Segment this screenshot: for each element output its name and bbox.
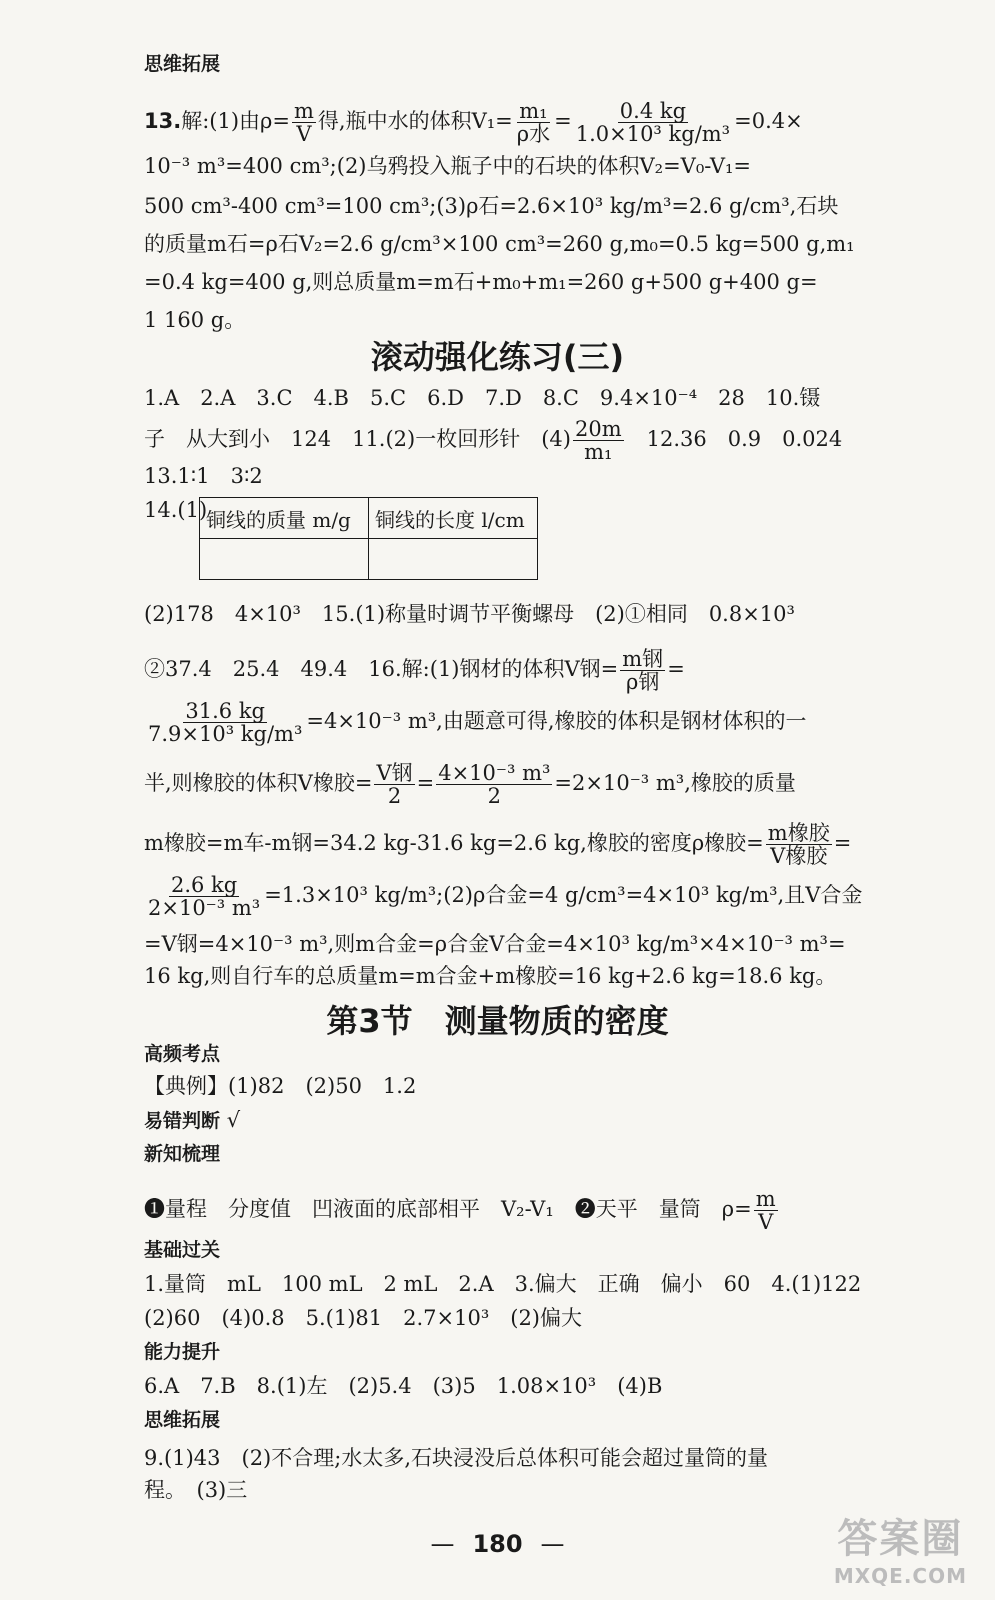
text-span: =1.3×10³ kg/m³;(2)ρ合金=4 g/cm³=4×10³ kg/m³,且V合金 [264,883,863,907]
fraction [754,1188,778,1233]
numerator: m橡胶 [767,821,830,845]
page-number-text: 180 [472,1530,523,1558]
numerator: 20m [574,417,622,441]
check-mark: √ [226,1108,241,1132]
numerator: m [755,1187,776,1211]
section-heading: 基础过关 [144,1239,221,1261]
text-span: ②37.4 25.4 49.4 16.解:(1)钢材的体积V钢= [144,657,619,681]
section-heading: 新知梳理 [144,1143,221,1165]
section-title: 滚动强化练习(三) [370,338,625,376]
section-heading: 高频考点 [144,1043,221,1065]
answer-line [144,648,685,693]
text-span: 得,瓶中水的体积V₁= [317,109,513,133]
section-heading: 思维拓展 [144,53,221,75]
answer-line: 1 160 g。 [144,308,246,332]
answer-line: 【典例】(1)82 (2)50 1.2 [144,1074,417,1098]
answer-line [144,822,851,867]
answer-line: 1.A 2.A 3.C 4.B 5.C 6.D 7.D 8.C 9.4×10⁻⁴ 28 10.镊 [144,386,821,410]
text-span: = [416,771,435,795]
answer-line: =0.4 kg=400 g,则总质量m=m石+m₀+m₁=260 g+500 g+400 g= [144,270,818,294]
table-header-cell: 铜线的长度 l/cm [369,498,538,539]
denominator: ρ水 [516,122,551,146]
watermark-url: MXQE.COM [833,1564,967,1588]
numerator: m [293,99,314,123]
answer-line: 的质量m石=ρ石V₂=2.6 g/cm³×100 cm³=260 g,m₀=0.5 kg=500 g,m₁ [144,232,855,256]
text-span: = [667,657,685,681]
answer-line: 14.(1) [144,498,208,522]
fraction [620,648,665,693]
question-number: 13. [144,109,182,133]
table-header-row [200,498,538,539]
text-span: =2×10⁻³ m³,橡胶的质量 [554,771,796,795]
numerator: V钢 [376,761,413,785]
answer-line: (2)60 (4)0.8 5.(1)81 2.7×10³ (2)偏大 [144,1306,582,1330]
answer-line [144,1188,780,1233]
fraction [766,822,832,867]
answer-line [144,100,803,145]
denominator: m₁ [584,440,613,464]
answer-line [144,700,807,745]
denominator: V [296,122,312,146]
text-span: 半,则橡胶的体积V橡胶= [144,771,373,795]
table-header-cell: 铜线的质量 m/g [200,498,369,539]
text-span: 解:(1)由ρ= [181,109,290,133]
text-span: = [554,109,572,133]
answer-line: 13.1∶1 3∶2 [144,464,263,488]
section-heading: 能力提升 [144,1341,221,1363]
numerator: 4×10⁻³ m³ [438,761,551,785]
fraction [515,100,552,145]
text-span: = [833,831,852,855]
fraction [436,762,552,807]
numerator: m钢 [622,647,664,671]
footer-dash: — [430,1530,455,1558]
answer-line [144,1106,240,1135]
text-span: ❶量程 分度值 凹液面的底部相平 V₂-V₁ ❷天平 量筒 ρ= [144,1197,752,1221]
fraction [292,100,316,145]
answer-line: 9.(1)43 (2)不合理;水太多,石块浸没后总体积可能会超过量筒的量 [144,1446,768,1470]
numerator: 2.6 kg [170,873,238,897]
watermark-text: 答案圈 [837,1516,964,1562]
text-span: 子 从大到小 124 11.(2)一枚回形针 (4) [144,427,571,451]
answer-line: 500 cm³-400 cm³=100 cm³;(3)ρ石=2.6×10³ kg/m³=2.6 g/cm³,石块 [144,194,839,218]
denominator: ρ钢 [626,670,660,694]
answer-line [144,874,862,919]
answer-line [144,762,796,807]
fraction [146,874,262,919]
fraction [374,762,414,807]
table-cell [369,539,538,580]
section-heading: 思维拓展 [144,1409,221,1431]
denominator: 1.0×10³ kg/m³ [575,122,731,146]
answer-line: 10⁻³ m³=400 cm³;(2)乌鸦投入瓶子中的石块的体积V₂=V₀-V₁= [144,154,752,178]
answer-line: 1.量筒 mL 100 mL 2 mL 2.A 3.偏大 正确 偏小 60 4.(1)122 [144,1272,862,1296]
text-span: m橡胶=m车-m钢=34.2 kg-31.6 kg=2.6 kg,橡胶的密度ρ橡胶= [144,831,764,855]
answer-line: 6.A 7.B 8.(1)左 (2)5.4 (3)5 1.08×10³ (4)B [144,1374,663,1398]
table-cell [200,539,369,580]
denominator: V橡胶 [770,844,828,868]
footer-dash: — [540,1530,565,1558]
table-row [200,539,538,580]
section-title: 第3节 测量物质的密度 [326,1002,669,1040]
answer-line: =V钢=4×10⁻³ m³,则m合金=ρ合金V合金=4×10³ kg/m³×4×10⁻³ m³= [144,932,846,956]
answer-line: 16 kg,则自行车的总质量m=m合金+m橡胶=16 kg+2.6 kg=18.6 kg。 [144,964,837,988]
numerator: 31.6 kg [185,699,265,723]
answer-line: (2)178 4×10³ 15.(1)称量时调节平衡螺母 (2)①相同 0.8×10³ [144,602,795,626]
fraction [574,100,732,145]
data-table [199,497,538,580]
watermark-logo [834,1507,967,1588]
text-span: =0.4× [734,109,803,133]
numerator: m₁ [519,99,548,123]
answer-line: 程。 (3)三 [144,1478,248,1502]
fraction [573,418,624,463]
denominator: 2×10⁻³ m³ [148,896,261,920]
text-span: =4×10⁻³ m³,由题意可得,橡胶的体积是钢材体积的一 [306,709,807,733]
denominator: V [758,1210,774,1234]
section-heading: 易错判断 [144,1110,221,1132]
denominator: 7.9×10³ kg/m³ [148,722,303,746]
numerator: 0.4 kg [619,99,687,123]
denominator: 2 [487,784,501,808]
answer-line [144,418,842,463]
fraction [146,700,304,745]
denominator: 2 [387,784,402,808]
text-span: 12.36 0.9 0.024 [625,427,843,451]
